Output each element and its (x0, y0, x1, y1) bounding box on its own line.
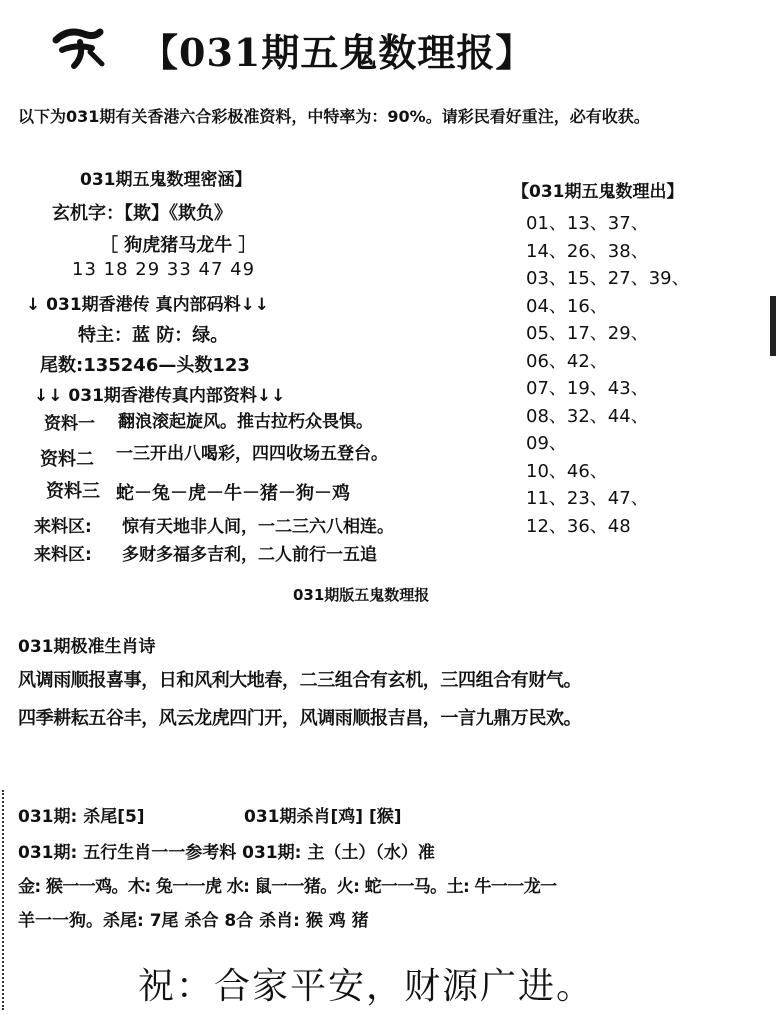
list-item: 11、23、47、 (526, 488, 649, 509)
list-item: 07、19、43、 (526, 378, 649, 399)
secret-title: 031期五鬼数理密涵】 (80, 170, 252, 190)
brush-logo-icon (50, 22, 108, 70)
source2-text: 多财多福多吉利，二人前行一五追 (122, 545, 377, 565)
info3-label: 资料三 (46, 481, 100, 502)
source2-label: 来料区: (34, 545, 92, 565)
info2-text: 一三开出八喝彩，四四收场五登台。 (116, 444, 388, 464)
list-item: 10、46、 (526, 460, 608, 482)
blessing-text: 祝：合家平安，财源广进。 (138, 966, 595, 1007)
list-item: 12、36、48 (526, 515, 631, 537)
combo-title: 【031期五鬼数理出】 (512, 182, 684, 202)
xuanji-text: 玄机字：【欺】《欺负》 (52, 203, 232, 224)
info2-label: 资料二 (40, 449, 94, 470)
elements-line-1: 金: 猴一一鸡。木: 兔一一虎 水: 鼠一一猪。火: 蛇一一马。土: 牛一一龙一 (18, 877, 557, 897)
scan-edge-mark (770, 296, 776, 356)
list-item: 08、32、44、 (526, 405, 649, 427)
poem-line-2: 四季耕耘五谷丰，风云龙虎四门开，风调雨顺报吉昌，一言九鼎万民欢。 (18, 708, 582, 729)
info1-label: 资料一 (44, 414, 95, 434)
hk-info-heading: ↓↓ 031期香港传真内部资料↓↓ (34, 386, 286, 406)
animal-list: ［ 狗虎猪马龙牛 ］ (100, 235, 257, 256)
intro-text: 以下为031期有关香港六合彩极准资料，中特率为：90%。请彩民看好重注，必有收获。 (18, 107, 650, 126)
info3-text: 蛇－兔－虎－牛－猪－狗－鸡 (116, 483, 350, 504)
list-item: 05、17、29、 (526, 323, 649, 344)
combo-list (526, 210, 690, 540)
source1-text: 惊有天地非人间，一二三六八相连。 (122, 517, 394, 537)
hk-code-heading: ↓ 031期香港传 真内部码料↓↓ (26, 295, 270, 315)
kill-zodiac-text: 031期杀肖[鸡] [猴] (244, 807, 402, 827)
section-title: 031期版五鬼数理报 (293, 586, 430, 604)
tail-head-text: 尾数:135246—头数123 (40, 355, 250, 376)
kill-tail-text: 031期: 杀尾[5] (18, 807, 145, 827)
info1-text: 翻浪滚起旋风。推古拉朽众畏惧。 (118, 412, 373, 432)
number-list: 13 18 29 33 47 49 (72, 259, 256, 280)
list-item: 01、13、37、 (526, 213, 649, 234)
source1-label: 来料区: (34, 517, 92, 537)
special-text: 特主：蓝 防：绿。 (78, 325, 229, 346)
list-item: 14、26、38、 (526, 240, 649, 262)
wuxing-text: 031期: 五行生肖一一参考料 031期: 主（土）（水）准 (18, 843, 435, 863)
list-item: 06、42、 (526, 350, 608, 372)
page-title: 【031期五鬼数理报】 (140, 30, 535, 75)
scan-dots (2, 790, 7, 1010)
poem-line-1: 风调雨顺报喜事，日和风利大地春，二三组合有玄机，三四组合有财气。 (18, 670, 582, 691)
poem-title: 031期极准生肖诗 (18, 637, 156, 657)
list-item: 09、 (526, 433, 567, 454)
list-item: 03、15、27、39、 (526, 268, 690, 289)
list-item: 04、16、 (526, 295, 608, 317)
elements-line-2: 羊一一狗。杀尾: 7尾 杀合 8合 杀肖: 猴 鸡 猪 (18, 911, 369, 931)
